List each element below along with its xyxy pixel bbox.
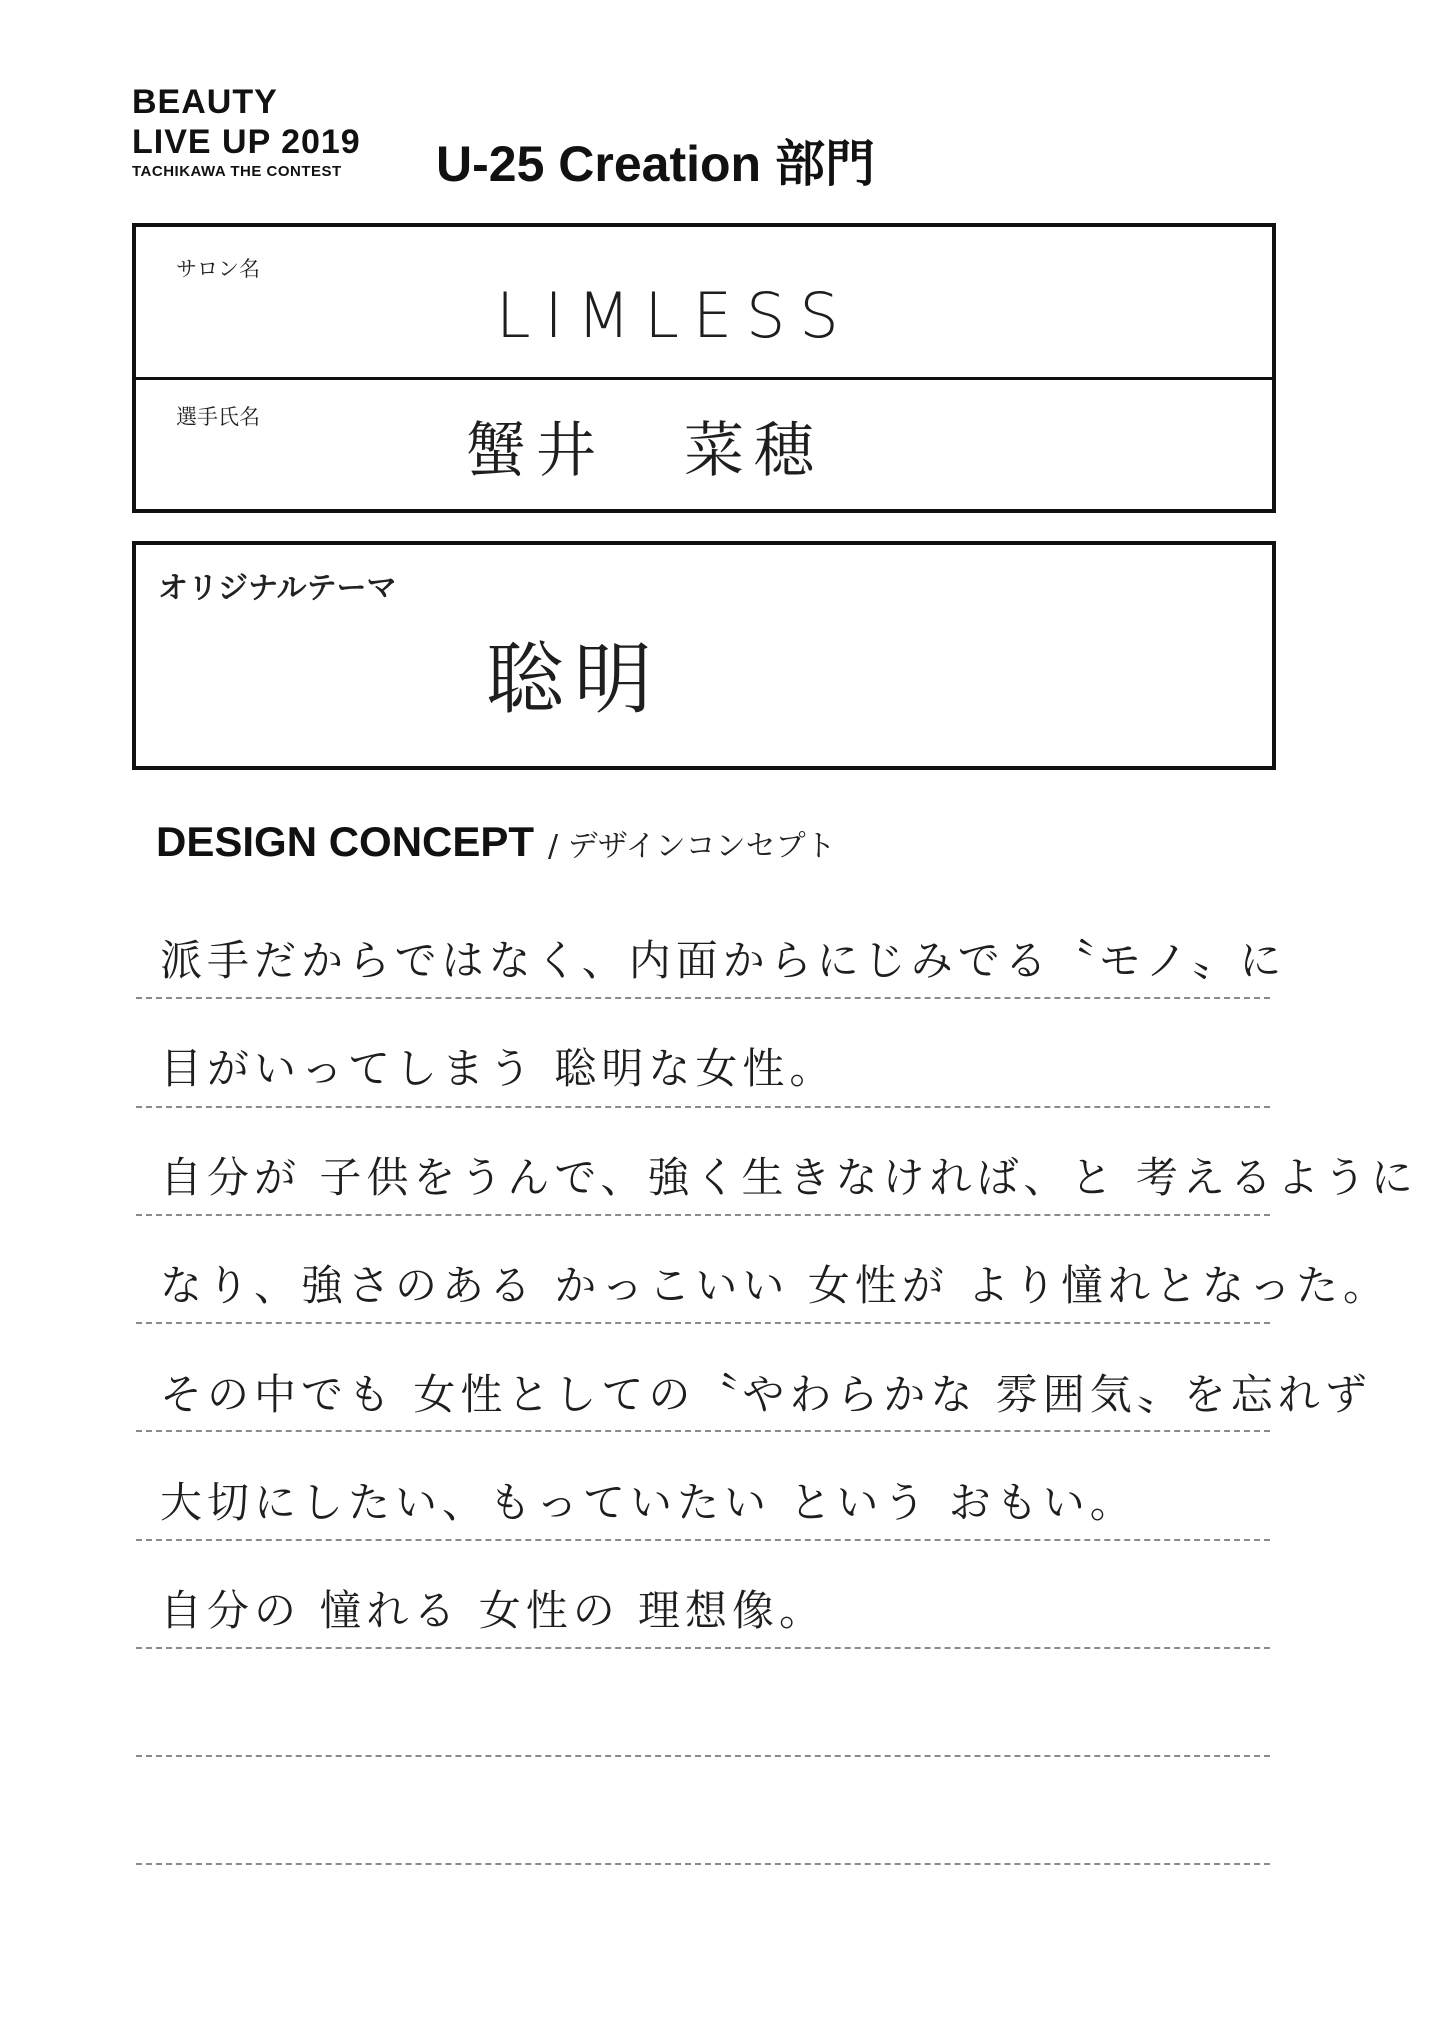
ruled-line (136, 1106, 1270, 1108)
ruled-line (136, 1539, 1270, 1541)
concept-line-1: 派手だからではなく、内面からにじみでる〝モノ〟に (160, 936, 1287, 985)
design-concept-heading (156, 818, 836, 866)
player-name-value (466, 403, 824, 489)
logo-line-live-up: LIVE UP 2019 (132, 123, 361, 161)
concept-line-5: その中でも 女性としての〝やわらかな 雰囲気〟を忘れず (160, 1370, 1372, 1419)
player-surname: 蟹井 (466, 416, 606, 486)
info-divider (136, 377, 1272, 380)
theme-value: 聡明 (486, 635, 663, 725)
design-concept-heading-jp: / デザインコンセプト (548, 829, 836, 864)
concept-line-6: 大切にしたい、もっていたい という おもい。 (160, 1478, 1137, 1527)
ruled-line (136, 1430, 1270, 1432)
theme-label: オリジナルテーマ (158, 571, 397, 606)
ruled-line (136, 997, 1270, 999)
salon-name-label: サロン名 (176, 257, 260, 281)
salon-name-value: LIMLESS (496, 279, 853, 352)
contest-logo (132, 82, 361, 182)
player-name-label: 選手氏名 (176, 405, 260, 429)
concept-line-3: 自分が 子供をうんで、強く生きなければ、と 考えるように (160, 1153, 1418, 1202)
entrant-info-box (132, 223, 1276, 513)
concept-line-4: なり、強さのある かっこいい 女性が より憧れとなった。 (160, 1261, 1391, 1310)
design-concept-heading-en: DESIGN CONCEPT (156, 818, 535, 865)
ruled-line (136, 1755, 1270, 1757)
ruled-line (136, 1863, 1270, 1865)
theme-box (132, 541, 1276, 770)
ruled-line (136, 1322, 1270, 1324)
ruled-line (136, 1647, 1270, 1649)
player-given-name: 菜穂 (684, 416, 824, 486)
division-title: U-25 Creation 部門 (436, 136, 875, 192)
ruled-line (136, 1214, 1270, 1216)
logo-line-tachikawa: TACHIKAWA THE CONTEST (132, 163, 342, 180)
logo-line-beauty: BEAUTY (132, 83, 278, 121)
concept-line-7: 自分の 憧れる 女性の 理想像。 (160, 1586, 827, 1635)
concept-line-2: 目がいってしまう 聡明な女性。 (160, 1044, 837, 1093)
